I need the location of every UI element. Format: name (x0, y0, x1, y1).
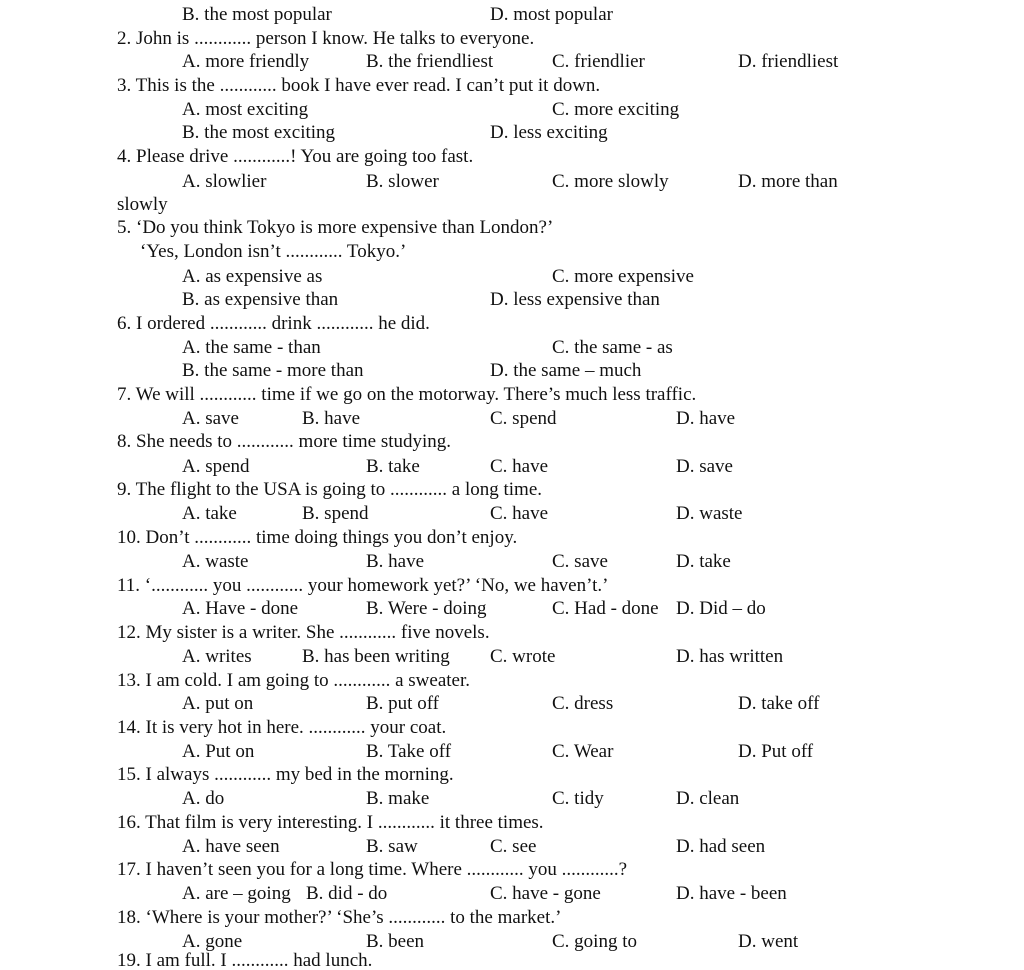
question-stem: 9. The flight to the USA is going to ............ a long time. (117, 479, 543, 500)
option-d: D. less expensive than (490, 289, 660, 310)
question-stem: 5. ‘Do you think Tokyo is more expensive than London?’ (117, 217, 554, 238)
option-a: A. do (182, 788, 225, 809)
option-c: C. wrote (490, 646, 556, 667)
option-d: D. Put off (738, 741, 814, 762)
question-stem: 12. My sister is a writer. She ............ five novels. (117, 622, 490, 643)
option-c: C. friendlier (552, 51, 645, 72)
option-d: D. clean (676, 788, 740, 809)
option-b: B. take (366, 456, 420, 477)
option-c: C. dress (552, 693, 614, 714)
option-c: C. have (490, 456, 549, 477)
option-a: A. Put on (182, 741, 255, 762)
question-stem: 17. I haven’t seen you for a long time. Where ............ you ............? (117, 859, 628, 880)
question-stem: 2. John is ............ person I know. He talks to everyone. (117, 28, 535, 49)
option-a: A. gone (182, 931, 243, 952)
option-a: A. most exciting (182, 99, 309, 120)
option-a: A. slowlier (182, 171, 267, 192)
option-d: D. less exciting (490, 122, 608, 143)
option-d: D. have - been (676, 883, 787, 904)
option-d: D. has written (676, 646, 784, 667)
option-c: C. see (490, 836, 537, 857)
option-a: A. writes (182, 646, 252, 667)
option-d: D. went (738, 931, 799, 952)
option-b: B. saw (366, 836, 418, 857)
option-d: D. save (676, 456, 733, 477)
option-a: A. save (182, 408, 239, 429)
option-c: C. the same - as (552, 337, 673, 358)
question-stem: 3. This is the ............ book I have ever read. I can’t put it down. (117, 75, 601, 96)
option-a: A. the same - than (182, 337, 321, 358)
option-c: C. more expensive (552, 266, 694, 287)
option-c: C. Had - done (552, 598, 659, 619)
option-b: B. make (366, 788, 430, 809)
question-stem-line2: ‘Yes, London isn’t ............ Tokyo.’ (140, 241, 407, 262)
option-b: B. the friendliest (366, 51, 494, 72)
option-a: A. more friendly (182, 51, 310, 72)
option-a: A. put on (182, 693, 254, 714)
question-stem: 4. Please drive ............! You are going too fast. (117, 146, 474, 167)
question-stem: 16. That film is very interesting. I ............ it three times. (117, 812, 544, 833)
option-b: B. the same - more than (182, 360, 364, 381)
option-b: B. Were - doing (366, 598, 487, 619)
option-d: D. take (676, 551, 731, 572)
question-stem: 10. Don’t ............ time doing things you don’t enjoy. (117, 527, 518, 548)
option-b: B. did - do (306, 883, 388, 904)
option-d: D. Did – do (676, 598, 766, 619)
option-c: C. save (552, 551, 608, 572)
option-d: D. have (676, 408, 736, 429)
option-b: B. as expensive than (182, 289, 339, 310)
question-stem: 13. I am cold. I am going to ............ a sweater. (117, 670, 471, 691)
option-c: C. Wear (552, 741, 614, 762)
option-d-wrap: slowly (117, 194, 168, 215)
question-stem: 14. It is very hot in here. ............ your coat. (117, 717, 447, 738)
option-c: C. spend (490, 408, 557, 429)
option-a: A. as expensive as (182, 266, 323, 287)
question-stem: 6. I ordered ............ drink ............ he did. (117, 313, 430, 334)
question-stem: 8. She needs to ............ more time studying. (117, 431, 452, 452)
option-b: B. slower (366, 171, 439, 192)
option-b: B. spend (302, 503, 369, 524)
option-c: C. have - gone (490, 883, 601, 904)
option-a: A. spend (182, 456, 250, 477)
question-stem: 18. ‘Where is your mother?’ ‘She’s ............ to the market.’ (117, 907, 562, 928)
option-d: D. most popular (490, 4, 613, 25)
option-b: B. have (302, 408, 361, 429)
option-a: A. waste (182, 551, 249, 572)
question-stem-partial: 19. I am full. I ............ had lunch. (117, 950, 373, 970)
option-b: B. put off (366, 693, 440, 714)
option-d: D. had seen (676, 836, 766, 857)
question-stem: 7. We will ............ time if we go on the motorway. There’s much less traffic. (117, 384, 697, 405)
question-stem: 11. ‘............ you ............ your homework yet?’ ‘No, we haven’t.’ (117, 575, 609, 596)
option-d: D. friendliest (738, 51, 839, 72)
question-stem: 15. I always ............ my bed in the morning. (117, 764, 454, 785)
option-c: C. going to (552, 931, 637, 952)
option-d: D. the same – much (490, 360, 642, 381)
option-a: A. Have - done (182, 598, 299, 619)
option-c: C. tidy (552, 788, 604, 809)
option-c: C. have (490, 503, 549, 524)
option-d: D. more than (738, 171, 838, 192)
option-a: A. have seen (182, 836, 280, 857)
option-d: D. waste (676, 503, 743, 524)
option-a: A. are – going (182, 883, 291, 904)
option-a: A. take (182, 503, 237, 524)
option-b: B. the most exciting (182, 122, 336, 143)
option-b: B. the most popular (182, 4, 332, 25)
option-b: B. has been writing (302, 646, 450, 667)
option-b: B. been (366, 931, 425, 952)
option-c: C. more slowly (552, 171, 669, 192)
option-b: B. Take off (366, 741, 452, 762)
option-c: C. more exciting (552, 99, 680, 120)
option-d: D. take off (738, 693, 820, 714)
option-b: B. have (366, 551, 425, 572)
